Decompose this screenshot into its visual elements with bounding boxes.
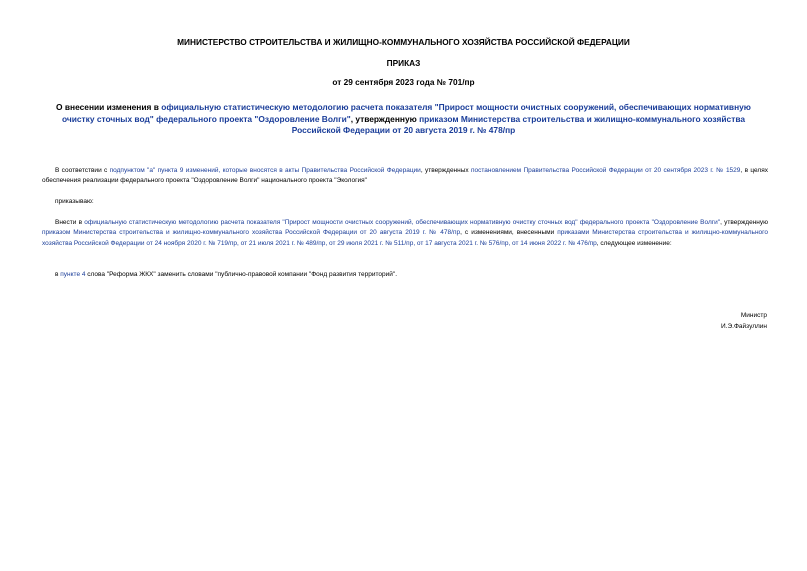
para1-text-1: В соответствии с bbox=[55, 167, 110, 174]
document-type: ПРИКАЗ bbox=[386, 58, 421, 68]
para1-link-subpoint[interactable]: подпунктом "а" пункта 9 изменений, которые вносятся в акты Правительства Российской Федерации bbox=[109, 167, 421, 174]
paragraph-amendment bbox=[42, 218, 768, 249]
para3-text-2: , утвержденную bbox=[720, 219, 769, 226]
paragraph-order-word: приказываю: bbox=[55, 198, 94, 205]
signature-name: И.Э.Файзуллин bbox=[721, 323, 767, 330]
signature-position: Министр bbox=[740, 312, 767, 319]
para3-text-4: , следующее изменение: bbox=[596, 239, 672, 247]
title-text-2: , утвержденную bbox=[350, 113, 420, 124]
title-link-order[interactable]: приказом Министерства строительства и жилищно-коммунального хозяйства Российской Федерации от 20 августа 2019 г. № 478/пр bbox=[291, 113, 746, 136]
para3-text-3: , с изменениями, внесенными bbox=[460, 229, 558, 237]
paragraph-change bbox=[42, 270, 768, 280]
ministry-heading: МИНИСТЕРСТВО СТРОИТЕЛЬСТВА И ЖИЛИЩНО-КОММУНАЛЬНОГО ХОЗЯЙСТВА РОССИЙСКОЙ ФЕДЕРАЦИИ bbox=[177, 37, 630, 47]
title-text-1: О внесении изменения в bbox=[56, 102, 162, 112]
para1-link-resolution[interactable]: постановлением Правительства Российской Федерации от 20 сентября 2023 г. № 1529 bbox=[471, 167, 741, 174]
title-link-methodology[interactable]: официальную статистическую методологию расчета показателя "Прирост мощности очистных сооружений, обеспечивающих нормативную очистку сточных вод" федерального проекта "Оздоровление Волги" bbox=[61, 102, 751, 124]
para3-link-methodology[interactable]: официальную статистическую методологию расчета показателя "Прирост мощности очистных сооружений, обеспечивающих нормативную очистку сточных вод" федерального проекта "Оздоровление Волги" bbox=[84, 219, 721, 226]
document-date-number: от 29 сентября 2023 года № 701/пр bbox=[332, 77, 475, 87]
document-title bbox=[40, 102, 767, 137]
para3-link-orders[interactable]: приказами Министерства строительства и жилищно-коммунального хозяйства Российской Федерации от 24 ноября 2020 г. № 719/пр, от 21 июля 2021 г. № 489/пр, от 29 июля 2021 г. № 511/пр, от 17 августа 2021 г. № 576/пр, от 14 июня 2022 г. № 476/пр bbox=[42, 229, 768, 247]
para3-text-1: Внести в bbox=[55, 219, 85, 226]
paragraph-basis bbox=[42, 166, 768, 187]
para1-text-2: , утвержденных bbox=[420, 167, 472, 174]
para4-link-point4[interactable]: пункте 4 bbox=[60, 271, 86, 278]
para1-text-3: , в целях обеспечения реализации федерального проекта "Оздоровление Волги" национального проекта "Экология" bbox=[42, 167, 768, 185]
para3-link-order[interactable]: приказом Министерства строительства и жилищно-коммунального хозяйства Российской Федерации от 20 августа 2019 г. № 478/пр bbox=[42, 229, 461, 237]
para4-text-2: слова "Реформа ЖКХ" заменить словами "публично-правовой компании "Фонд развития территорий". bbox=[85, 271, 398, 278]
para4-text-1: в bbox=[55, 271, 61, 278]
